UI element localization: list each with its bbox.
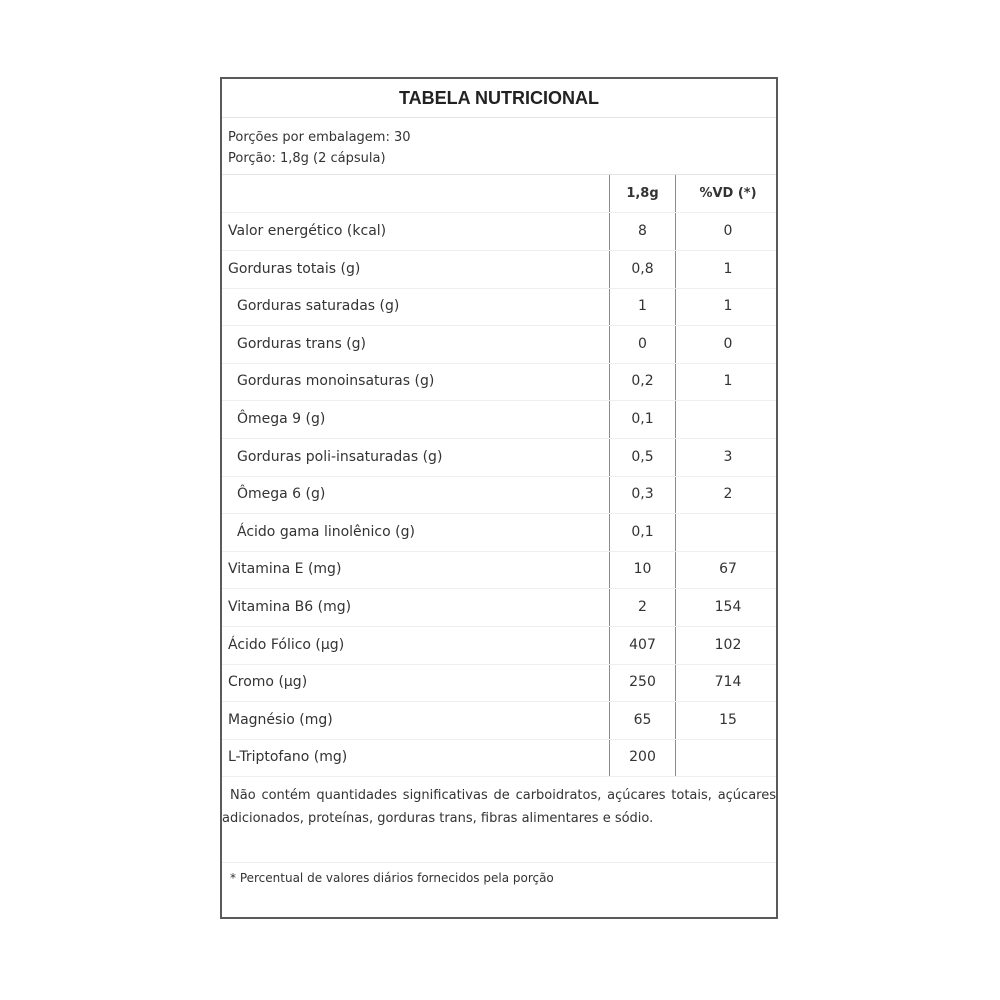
nutrient-vd: 102	[714, 636, 742, 653]
nutrient-name: Gorduras monoinsaturas (g)	[237, 373, 435, 390]
table-row	[222, 476, 776, 514]
serving-size: Porção: 1,8g (2 cápsula)	[228, 151, 386, 166]
nutrient-name: Ácido Fólico (µg)	[228, 636, 345, 653]
nutrient-amount: 0,1	[631, 411, 654, 427]
table-row	[222, 702, 776, 740]
portion-info	[228, 127, 411, 169]
nutrient-amount: 0,2	[631, 373, 654, 390]
footnote: * Percentual de valores diários fornecidos pela porção	[230, 871, 554, 885]
nutrition-table-panel	[220, 77, 778, 919]
nutrient-name: Gorduras totais (g)	[228, 260, 361, 277]
table-title: TABELA NUTRICIONAL	[222, 79, 776, 118]
table-row	[222, 439, 776, 477]
nutrient-name: Vitamina E (mg)	[228, 561, 342, 578]
table-row	[222, 551, 776, 589]
nutrient-name: Ômega 6 (g)	[237, 486, 326, 503]
table-row	[222, 363, 776, 401]
servings-per-package: Porções por embalagem: 30	[228, 130, 411, 145]
nutrient-vd: 2	[723, 486, 733, 503]
nutrient-amount: 0,3	[631, 486, 654, 503]
nutrient-amount: 2	[638, 599, 647, 615]
nutrient-vd: 67	[719, 561, 737, 578]
table-row	[222, 251, 776, 289]
nutrient-amount: 407	[629, 636, 656, 653]
nutrient-vd: 1	[723, 373, 733, 390]
nutrient-amount: 250	[629, 674, 656, 691]
nutrient-name: Gorduras poli-insaturadas (g)	[237, 448, 443, 465]
nutrient-name: Gorduras trans (g)	[237, 335, 367, 352]
table-row	[222, 739, 776, 777]
table-row	[222, 213, 776, 251]
nutrient-name: Valor energético (kcal)	[228, 223, 387, 239]
nutrient-amount: 0,8	[631, 260, 654, 277]
nutrient-amount: 10	[633, 561, 652, 578]
nutrient-vd: 1	[723, 260, 733, 277]
nutrient-name: Gorduras saturadas (g)	[237, 298, 400, 315]
vd-column-header: %VD (*)	[699, 186, 757, 201]
nutrient-vd: 154	[714, 599, 742, 615]
nutrient-amount: 8	[638, 223, 647, 239]
table-row	[222, 401, 776, 439]
table-row	[222, 589, 776, 627]
table-row	[222, 627, 776, 665]
table-header-row	[222, 175, 776, 213]
nutrient-vd: 0	[723, 223, 733, 239]
nutrient-name: Ômega 9 (g)	[237, 411, 326, 427]
table-row	[222, 288, 776, 326]
nutrient-name: L-Triptofano (mg)	[228, 749, 348, 766]
notes-line-2: adicionados, proteínas, gorduras trans, fibras alimentares e sódio.	[222, 811, 654, 826]
nutrient-table	[222, 174, 776, 777]
nutrient-vd: 1	[723, 298, 733, 315]
nutrient-vd: 0	[723, 335, 733, 352]
nutrient-name: Cromo (µg)	[228, 674, 308, 691]
table-row	[222, 514, 776, 552]
amount-column-header: 1,8g	[626, 186, 659, 201]
nutrient-amount: 0,1	[631, 523, 654, 540]
nutrient-vd: 3	[723, 448, 733, 465]
nutrient-amount: 200	[629, 749, 656, 766]
table-row	[222, 326, 776, 364]
nutrient-vd: 15	[719, 711, 737, 728]
nutrient-name: Vitamina B6 (mg)	[228, 599, 352, 615]
table-row	[222, 664, 776, 702]
nutrient-amount: 65	[633, 711, 652, 728]
notes-section	[222, 776, 776, 863]
nutrient-amount: 0,5	[631, 448, 654, 465]
nutrient-amount: 1	[638, 298, 647, 315]
nutrient-amount: 0	[638, 335, 647, 352]
notes-line-1: Não contém quantidades significativas de carboidratos, açúcares totais, açúcares	[230, 788, 776, 803]
nutrient-name: Magnésio (mg)	[228, 711, 333, 728]
nutrient-name: Ácido gama linolênico (g)	[237, 523, 415, 540]
nutrient-vd: 714	[714, 674, 742, 691]
